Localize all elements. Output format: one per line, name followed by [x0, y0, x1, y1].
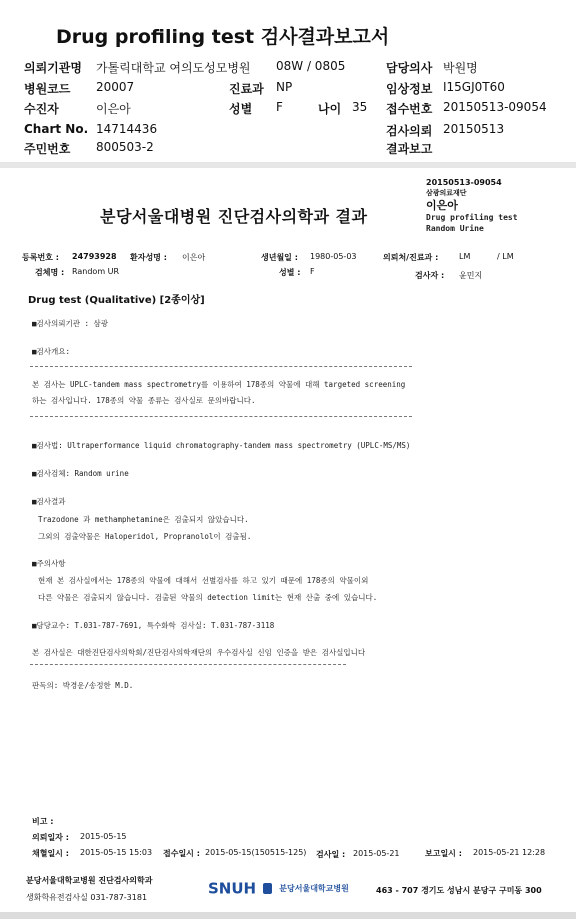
method-line: ■검사법: Ultraperformance liquid chromatography-tandem mass spectrometry (UPLC-MS/MS) — [32, 441, 411, 450]
reg-no-value: 24793928 — [72, 252, 117, 261]
caution-heading: ■주의사항 — [32, 559, 66, 568]
document-title: 분당서울대병원 진단검사의학과 결과 — [100, 207, 368, 226]
receipt-time-value: 2015-05-15(150515-125) — [205, 848, 307, 857]
request-label: 검사의뢰 — [386, 124, 433, 138]
snuh-logo-korean: 분당서울대학교병원 — [279, 884, 349, 893]
doc-dept-value-2: / LM — [497, 252, 514, 261]
clinical-value: I15GJ0T60 — [443, 80, 505, 94]
report-title: Drug profiling test 검사결과보고서 — [56, 26, 390, 48]
chart-no-label: Chart No. — [24, 122, 89, 136]
tester-value: 윤민지 — [459, 271, 483, 280]
doc-patient-value: 이은아 — [182, 253, 206, 262]
result-line-2: 그외의 검출약물은 Haloperidol, Propranolol이 검출됨. — [38, 532, 252, 541]
dept-value: NP — [276, 80, 293, 94]
contact-line: ■담당교수: T.031-787-7691, 특수화학 검사실: T.031-787-3118 — [32, 621, 275, 630]
tester-label: 검사자 : — [415, 271, 445, 280]
dept-label: 진료과 — [229, 82, 264, 96]
section-title: Drug test (Qualitative) [2종이상] — [28, 295, 205, 306]
receipt-label: 접수번호 — [386, 102, 433, 116]
dashed-divider — [30, 366, 412, 367]
specimen-name-value: Random UR — [72, 267, 120, 276]
doc-sex-label: 성별 : — [279, 268, 301, 277]
reader-line: 판독의: 박경운/송정한 M.D. — [32, 681, 134, 690]
ward-value: 08W / 0805 — [276, 59, 346, 73]
org-label: 의뢰기관명 — [24, 61, 82, 75]
chart-no-value: 14714436 — [96, 122, 158, 136]
address-line: 463 - 707 경기도 성남시 분당구 구미동 300 — [376, 886, 542, 895]
reg-no-label: 등록번호 : — [22, 253, 59, 262]
doc-patient-label: 환자성명 : — [130, 253, 167, 262]
overview-heading: ■검사개요: — [32, 347, 71, 356]
doc-dept-value-1: LM — [459, 252, 471, 261]
dashed-divider — [30, 416, 412, 417]
report-time-label: 보고일시 : — [425, 849, 462, 858]
receipt-value: 20150513-09054 — [443, 100, 547, 114]
specimen-name-label: 검체명 : — [35, 268, 65, 277]
result-heading: ■검사결과 — [32, 497, 66, 506]
receipt-time-label: 접수일시 : — [163, 849, 200, 858]
requesting-org-line: ■검사의뢰기관 : 삼광 — [32, 319, 109, 328]
test-date-label: 검사일 : — [316, 850, 346, 859]
overview-line-2: 하는 검사입니다. 178종의 약물 종류는 검사실로 문의바랍니다. — [32, 396, 256, 405]
report-label: 결과보고 — [386, 142, 433, 156]
stamp-name: 이은아 — [426, 199, 458, 212]
lab-contact-line: 생화학유전검사실 031-787-3181 — [26, 893, 148, 902]
lab-org-line: 분당서울대학교병원 진단검사의학과 — [26, 876, 153, 885]
doctor-label: 담당의사 — [386, 61, 433, 75]
overview-line-1: 본 검사는 UPLC-tandem mass spectrometry를 이용하여 178종의 약물에 대해 targeted screening — [32, 380, 406, 389]
request-date-label: 의뢰일자 : — [32, 833, 69, 842]
snuh-logo — [208, 878, 349, 900]
stamp-test: Drug profiling test — [426, 213, 518, 222]
clinical-label: 임상정보 — [386, 82, 433, 96]
resident-no-value: 800503-2 — [96, 140, 154, 154]
report-time-value: 2015-05-21 12:28 — [473, 848, 546, 857]
bottom-edge — [0, 912, 576, 919]
doctor-value: 박원명 — [443, 61, 478, 75]
request-value: 20150513 — [443, 122, 505, 136]
snuh-logo-text: SNUH — [208, 879, 257, 898]
stamp-date: 20150513-09054 — [426, 178, 502, 187]
patient-label: 수진자 — [24, 102, 59, 116]
collection-value: 2015-05-15 15:03 — [80, 848, 153, 857]
section-divider — [0, 162, 576, 168]
caution-line-1: 현재 본 검사실에서는 178종의 약물에 대해서 선별검사를 하고 있기 때문에 178종의 약물이외 — [38, 576, 369, 585]
sex-label: 성별 — [229, 102, 253, 116]
test-date-value: 2015-05-21 — [353, 849, 400, 858]
org-value: 가톨릭대학교 여의도성모병원 — [96, 61, 251, 75]
sex-value: F — [276, 100, 283, 114]
request-date-value: 2015-05-15 — [80, 832, 127, 841]
age-value: 35 — [352, 100, 368, 114]
doc-dept-label: 의뢰처/진료과 : — [383, 253, 439, 262]
collection-label: 채혈일시 : — [32, 849, 69, 858]
doc-sex-value: F — [310, 267, 315, 276]
remark-label: 비고 : — [32, 817, 54, 826]
caution-line-2: 다른 약물은 검출되지 않습니다. 검출된 약물의 detection limit는 현재 산출 중에 있습니다. — [38, 593, 378, 602]
stamp-specimen: Random Urine — [426, 224, 484, 233]
hospital-code-label: 병원코드 — [24, 82, 71, 96]
age-label: 나이 — [318, 102, 342, 116]
dob-label: 생년월일 : — [261, 253, 298, 262]
specimen-line: ■검사검체: Random urine — [32, 469, 129, 478]
snuh-emblem-icon — [263, 883, 272, 894]
result-line-1: Trazodone 과 methamphetamine은 검출되지 않았습니다. — [38, 515, 249, 524]
hospital-code-value: 20007 — [96, 80, 135, 94]
patient-value: 이은아 — [96, 102, 131, 116]
dob-value: 1980-05-03 — [310, 252, 357, 261]
resident-no-label: 주민번호 — [24, 142, 71, 156]
certification-line: 본 검사실은 대한진단검사의학회/진단검사의학재단의 우수검사실 신임 인증을 받은 검사실입니다 — [32, 648, 366, 657]
stamp-org: 삼광의료재단 — [426, 189, 467, 197]
dashed-divider — [30, 664, 346, 665]
